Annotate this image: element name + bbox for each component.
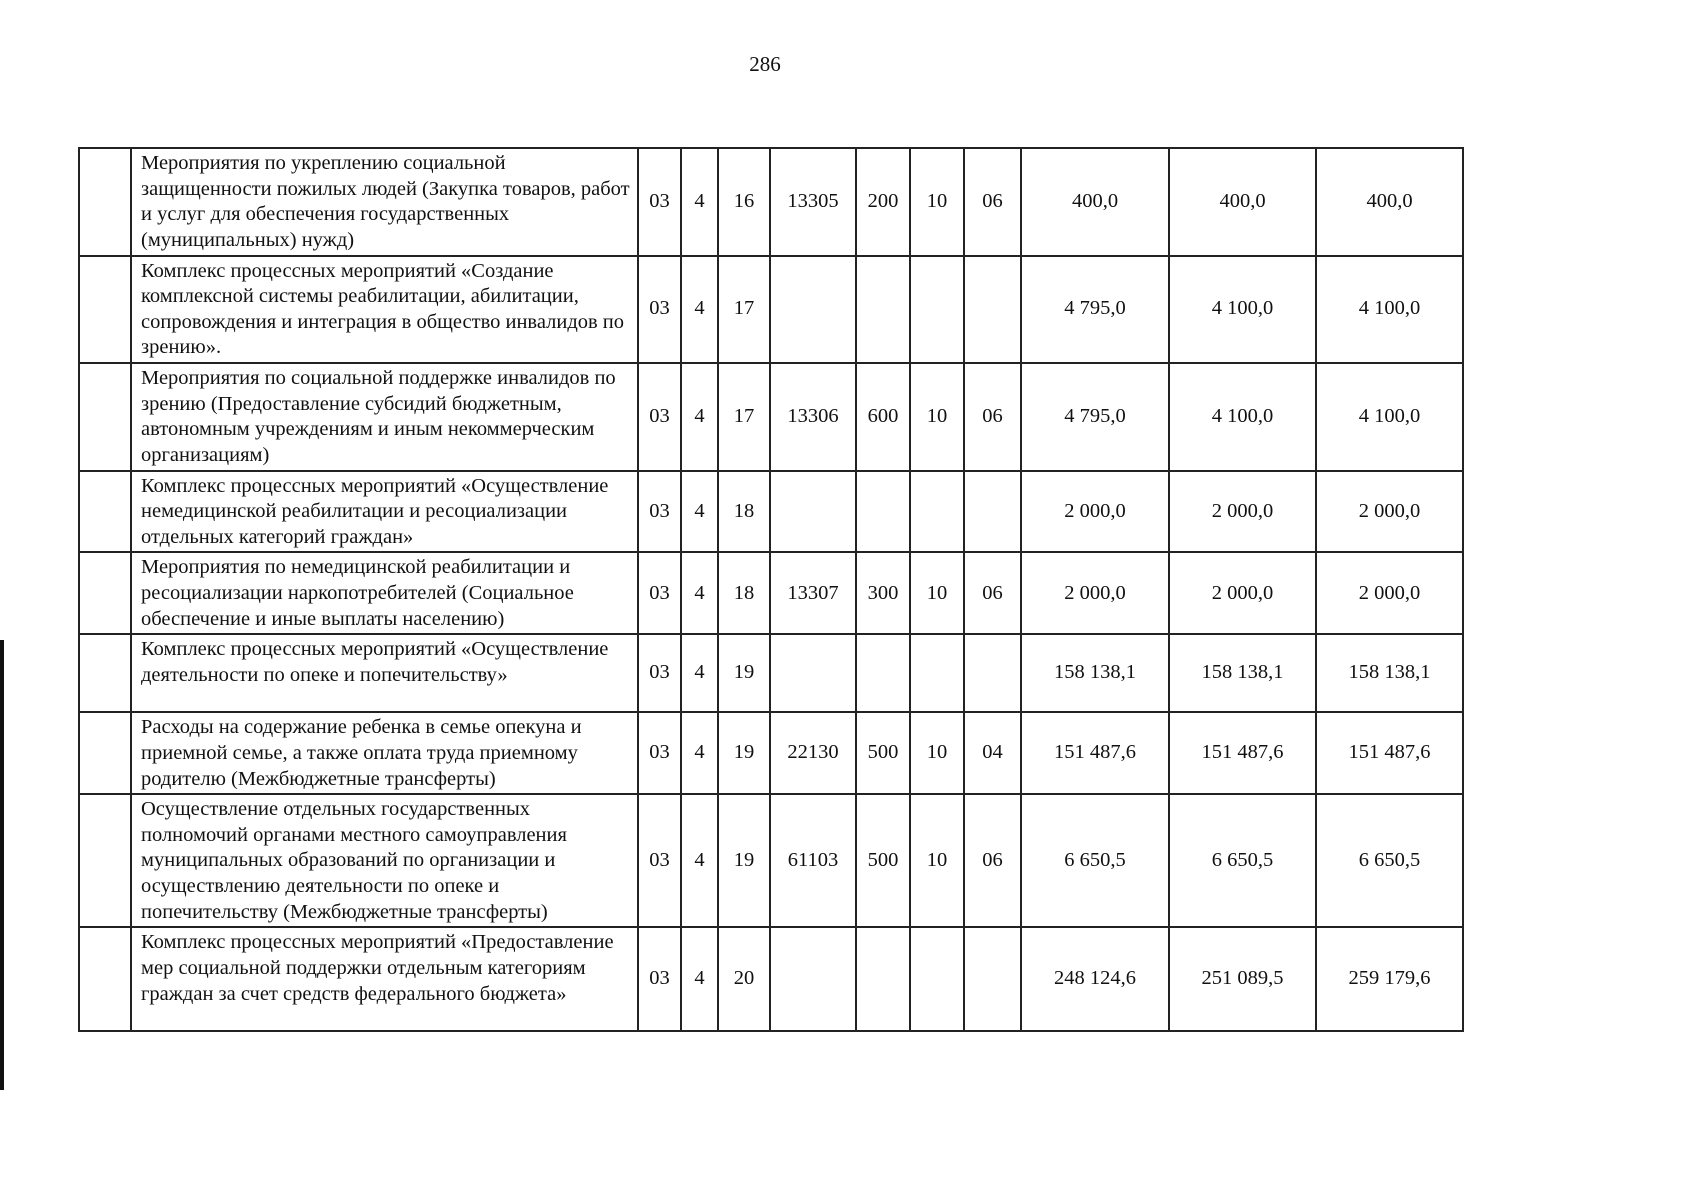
item-name-cell: Комплекс процессных мероприятий «Осуществление деятельности по опеке и попечительству» [131, 634, 638, 712]
table-row [79, 552, 1463, 634]
row-number-cell [79, 794, 131, 927]
item-name-cell: Комплекс процессных мероприятий «Создание комплексной системы реабилитации, абилитации, сопровождения и интеграция в общество инвалидов по зрению». [131, 256, 638, 364]
expense-type-cell: 300 [856, 552, 910, 634]
subsection-cell: 06 [964, 363, 1021, 471]
section-cell: 10 [910, 363, 964, 471]
subsection-cell: 04 [964, 712, 1021, 794]
amount-year-1-cell: 151 487,6 [1021, 712, 1169, 794]
subsection-cell [964, 256, 1021, 364]
section-cell [910, 471, 964, 553]
code-complex-cell: 18 [718, 471, 770, 553]
amount-year-1-cell: 248 124,6 [1021, 927, 1169, 1031]
expense-type-cell: 500 [856, 712, 910, 794]
code-program-cell: 03 [638, 794, 681, 927]
subsection-cell [964, 927, 1021, 1031]
code-type-cell: 4 [681, 148, 718, 256]
amount-year-2-cell: 158 138,1 [1169, 634, 1316, 712]
code-type-cell: 4 [681, 552, 718, 634]
table-row [79, 471, 1463, 553]
amount-year-1-cell: 4 795,0 [1021, 363, 1169, 471]
item-name-cell: Комплекс процессных мероприятий «Предоставление мер социальной поддержки отдельным категориям граждан за счет средств федерального бюджета» [131, 927, 638, 1031]
code-direction-cell: 22130 [770, 712, 856, 794]
amount-year-1-cell: 2 000,0 [1021, 552, 1169, 634]
code-program-cell: 03 [638, 552, 681, 634]
code-direction-cell [770, 256, 856, 364]
amount-year-3-cell: 259 179,6 [1316, 927, 1463, 1031]
amount-year-1-cell: 400,0 [1021, 148, 1169, 256]
section-cell [910, 256, 964, 364]
code-type-cell: 4 [681, 794, 718, 927]
table-row [79, 712, 1463, 794]
expense-type-cell: 200 [856, 148, 910, 256]
code-direction-cell: 13306 [770, 363, 856, 471]
code-direction-cell: 61103 [770, 794, 856, 927]
code-program-cell: 03 [638, 256, 681, 364]
amount-year-2-cell: 4 100,0 [1169, 256, 1316, 364]
row-number-cell [79, 471, 131, 553]
table-row [79, 927, 1463, 1031]
table-row [79, 634, 1463, 712]
code-complex-cell: 16 [718, 148, 770, 256]
code-type-cell: 4 [681, 712, 718, 794]
code-program-cell: 03 [638, 148, 681, 256]
amount-year-3-cell: 2 000,0 [1316, 552, 1463, 634]
subsection-cell: 06 [964, 794, 1021, 927]
code-direction-cell [770, 927, 856, 1031]
code-complex-cell: 17 [718, 256, 770, 364]
amount-year-1-cell: 4 795,0 [1021, 256, 1169, 364]
section-cell: 10 [910, 712, 964, 794]
section-cell: 10 [910, 148, 964, 256]
table-row [79, 794, 1463, 927]
amount-year-2-cell: 2 000,0 [1169, 552, 1316, 634]
row-number-cell [79, 552, 131, 634]
expense-type-cell [856, 927, 910, 1031]
code-direction-cell [770, 634, 856, 712]
amount-year-3-cell: 6 650,5 [1316, 794, 1463, 927]
amount-year-2-cell: 6 650,5 [1169, 794, 1316, 927]
row-number-cell [79, 927, 131, 1031]
code-complex-cell: 18 [718, 552, 770, 634]
section-cell: 10 [910, 794, 964, 927]
amount-year-2-cell: 4 100,0 [1169, 363, 1316, 471]
amount-year-3-cell: 4 100,0 [1316, 363, 1463, 471]
row-number-cell [79, 712, 131, 794]
amount-year-2-cell: 151 487,6 [1169, 712, 1316, 794]
code-complex-cell: 19 [718, 794, 770, 927]
subsection-cell [964, 634, 1021, 712]
amount-year-3-cell: 158 138,1 [1316, 634, 1463, 712]
section-cell: 10 [910, 552, 964, 634]
code-complex-cell: 19 [718, 712, 770, 794]
amount-year-3-cell: 400,0 [1316, 148, 1463, 256]
amount-year-1-cell: 158 138,1 [1021, 634, 1169, 712]
row-number-cell [79, 634, 131, 712]
row-number-cell [79, 256, 131, 364]
expense-type-cell [856, 471, 910, 553]
amount-year-3-cell: 4 100,0 [1316, 256, 1463, 364]
code-direction-cell: 13305 [770, 148, 856, 256]
row-number-cell [79, 148, 131, 256]
code-complex-cell: 19 [718, 634, 770, 712]
item-name-cell: Комплекс процессных мероприятий «Осуществление немедицинской реабилитации и ресоциализации отдельных категорий граждан» [131, 471, 638, 553]
amount-year-2-cell: 251 089,5 [1169, 927, 1316, 1031]
code-complex-cell: 20 [718, 927, 770, 1031]
code-program-cell: 03 [638, 634, 681, 712]
expense-type-cell: 600 [856, 363, 910, 471]
amount-year-1-cell: 2 000,0 [1021, 471, 1169, 553]
page-number: 286 [749, 52, 781, 76]
code-type-cell: 4 [681, 363, 718, 471]
expense-type-cell [856, 256, 910, 364]
amount-year-2-cell: 2 000,0 [1169, 471, 1316, 553]
amount-year-3-cell: 151 487,6 [1316, 712, 1463, 794]
code-program-cell: 03 [638, 712, 681, 794]
budget-table [78, 147, 1464, 1032]
amount-year-2-cell: 400,0 [1169, 148, 1316, 256]
subsection-cell: 06 [964, 148, 1021, 256]
code-program-cell: 03 [638, 471, 681, 553]
row-number-cell [79, 363, 131, 471]
subsection-cell [964, 471, 1021, 553]
code-direction-cell [770, 471, 856, 553]
subsection-cell: 06 [964, 552, 1021, 634]
table-row [79, 363, 1463, 471]
code-program-cell: 03 [638, 363, 681, 471]
amount-year-1-cell: 6 650,5 [1021, 794, 1169, 927]
code-program-cell: 03 [638, 927, 681, 1031]
item-name-cell: Осуществление отдельных государственных полномочий органами местного самоуправления муниципальных образований по организации и осуществлению деятельности по опеке и попечительству (Межбюджетные трансферты) [131, 794, 638, 927]
code-type-cell: 4 [681, 634, 718, 712]
code-type-cell: 4 [681, 471, 718, 553]
item-name-cell: Расходы на содержание ребенка в семье опекуна и приемной семье, а также оплата труда приемному родителю (Межбюджетные трансферты) [131, 712, 638, 794]
code-direction-cell: 13307 [770, 552, 856, 634]
section-cell [910, 634, 964, 712]
amount-year-3-cell: 2 000,0 [1316, 471, 1463, 553]
item-name-cell: Мероприятия по укреплению социальной защищенности пожилых людей (Закупка товаров, работ и услуг для обеспечения государственных (муниципальных) нужд) [131, 148, 638, 256]
item-name-cell: Мероприятия по немедицинской реабилитации и ресоциализации наркопотребителей (Социальное обеспечение и иные выплаты населению) [131, 552, 638, 634]
table-row [79, 148, 1463, 256]
table-row [79, 256, 1463, 364]
code-type-cell: 4 [681, 927, 718, 1031]
code-complex-cell: 17 [718, 363, 770, 471]
scan-edge-mark [0, 640, 4, 1090]
code-type-cell: 4 [681, 256, 718, 364]
section-cell [910, 927, 964, 1031]
expense-type-cell [856, 634, 910, 712]
expense-type-cell: 500 [856, 794, 910, 927]
item-name-cell: Мероприятия по социальной поддержке инвалидов по зрению (Предоставление субсидий бюджетным, автономным учреждениям и иным некоммерческим организациям) [131, 363, 638, 471]
